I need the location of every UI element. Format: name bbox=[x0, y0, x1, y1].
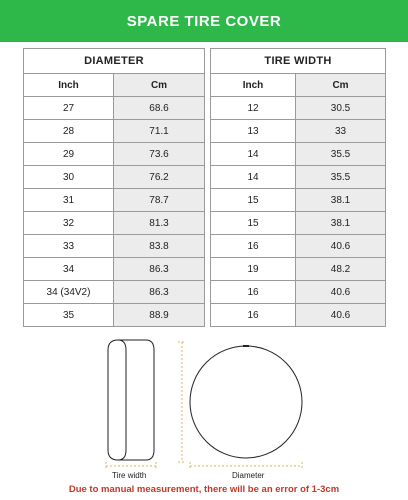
diameter-inch-cell: 29 bbox=[24, 143, 114, 166]
width-inch-cell: 19 bbox=[211, 258, 296, 281]
diameter-cm-cell: 83.8 bbox=[114, 235, 205, 258]
table-row bbox=[24, 304, 386, 327]
diameter-inch-cell: 30 bbox=[24, 166, 114, 189]
diameter-inch-header: Inch bbox=[24, 74, 114, 97]
width-cm-cell: 38.1 bbox=[296, 212, 386, 235]
width-cm-cell: 40.6 bbox=[296, 281, 386, 304]
measurement-note: Due to manual measurement, there will be an error of 1-3cm bbox=[68, 484, 340, 495]
diameter-inch-cell: 33 bbox=[24, 235, 114, 258]
diameter-cm-cell: 76.2 bbox=[114, 166, 205, 189]
diameter-cm-cell: 88.9 bbox=[114, 304, 205, 327]
sub-header-row bbox=[24, 74, 386, 97]
table-row bbox=[24, 235, 386, 258]
width-inch-cell: 13 bbox=[211, 120, 296, 143]
width-cm-cell: 35.5 bbox=[296, 143, 386, 166]
diameter-cm-cell: 68.6 bbox=[114, 97, 205, 120]
size-table bbox=[23, 48, 386, 327]
width-cm-cell: 40.6 bbox=[296, 235, 386, 258]
width-cm-cell: 48.2 bbox=[296, 258, 386, 281]
diameter-inch-cell: 35 bbox=[24, 304, 114, 327]
tire-width-header: TIRE WIDTH bbox=[211, 49, 386, 74]
diameter-cm-cell: 86.3 bbox=[114, 258, 205, 281]
width-cm-cell: 40.6 bbox=[296, 304, 386, 327]
tire-diagram bbox=[0, 330, 408, 480]
size-rows bbox=[24, 97, 386, 327]
title-banner bbox=[0, 0, 408, 42]
width-cm-cell: 33 bbox=[296, 120, 386, 143]
diameter-cm-cell: 73.6 bbox=[114, 143, 205, 166]
tire-side-view bbox=[108, 340, 154, 460]
diameter-inch-cell: 27 bbox=[24, 97, 114, 120]
width-inch-cell: 12 bbox=[211, 97, 296, 120]
width-inch-cell: 14 bbox=[211, 166, 296, 189]
width-cm-cell: 38.1 bbox=[296, 189, 386, 212]
tire-width-label: Tire width bbox=[112, 471, 147, 480]
table-row bbox=[24, 97, 386, 120]
width-inch-cell: 16 bbox=[211, 235, 296, 258]
diameter-cm-cell: 81.3 bbox=[114, 212, 205, 235]
diameter-label: Diameter bbox=[232, 471, 265, 480]
width-inch-header: Inch bbox=[211, 74, 296, 97]
tire-front-view bbox=[190, 345, 302, 458]
diameter-inch-cell: 32 bbox=[24, 212, 114, 235]
table-row bbox=[24, 258, 386, 281]
table-row bbox=[24, 212, 386, 235]
diameter-dimension bbox=[178, 342, 302, 470]
group-header-row bbox=[24, 49, 386, 74]
diameter-inch-cell: 34 (34V2) bbox=[24, 281, 114, 304]
width-inch-cell: 15 bbox=[211, 189, 296, 212]
table-row bbox=[24, 281, 386, 304]
diameter-cm-header: Cm bbox=[114, 74, 205, 97]
tire-width-dimension bbox=[106, 462, 156, 470]
diameter-inch-cell: 34 bbox=[24, 258, 114, 281]
table-row bbox=[24, 166, 386, 189]
width-cm-cell: 35.5 bbox=[296, 166, 386, 189]
diameter-cm-cell: 78.7 bbox=[114, 189, 205, 212]
table-row bbox=[24, 143, 386, 166]
diameter-inch-cell: 28 bbox=[24, 120, 114, 143]
width-inch-cell: 14 bbox=[211, 143, 296, 166]
width-inch-cell: 16 bbox=[211, 304, 296, 327]
table-row bbox=[24, 120, 386, 143]
table-row bbox=[24, 189, 386, 212]
width-cm-header: Cm bbox=[296, 74, 386, 97]
width-inch-cell: 15 bbox=[211, 212, 296, 235]
diameter-cm-cell: 71.1 bbox=[114, 120, 205, 143]
width-inch-cell: 16 bbox=[211, 281, 296, 304]
diameter-header: DIAMETER bbox=[24, 49, 205, 74]
diameter-cm-cell: 86.3 bbox=[114, 281, 205, 304]
width-cm-cell: 30.5 bbox=[296, 97, 386, 120]
diameter-inch-cell: 31 bbox=[24, 189, 114, 212]
page-title: SPARE TIRE COVER bbox=[126, 12, 282, 30]
